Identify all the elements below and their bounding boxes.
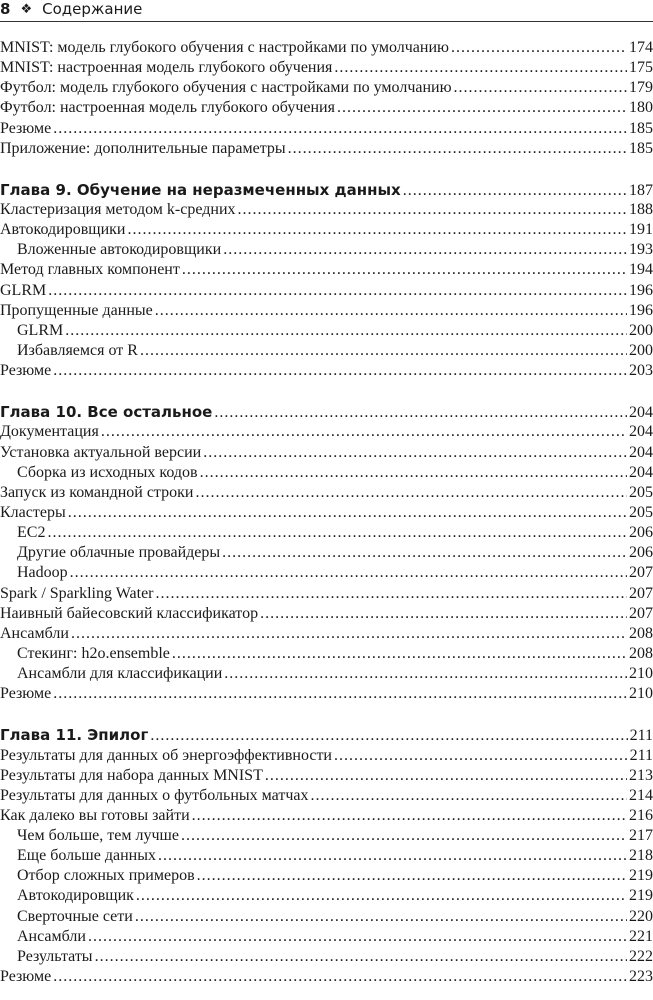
entry-title: Результаты для данных о футбольных матчах (0, 786, 309, 804)
dot-leader (334, 746, 628, 766)
header-divider (0, 21, 653, 22)
entry-title: Кластеризация методом k-средних (0, 200, 236, 218)
entry-title: Другие облачные провайдеры (17, 544, 221, 562)
entry-title: Глава 11. Эпилог (0, 726, 149, 745)
toc-section-entry[interactable] (0, 483, 653, 503)
entry-title: Избавляемся от R (17, 341, 138, 359)
entry-page-number: 204 (629, 463, 653, 481)
entry-page-number: 175 (629, 59, 653, 77)
toc-section-entry[interactable] (0, 139, 653, 159)
toc-subsection-entry[interactable] (0, 341, 653, 361)
entry-title: Результаты для данных об энергоэффективности (0, 746, 332, 764)
toc-subsection-entry[interactable] (0, 826, 653, 846)
dot-leader (88, 927, 627, 947)
toc-section-entry[interactable] (0, 98, 653, 118)
entry-page-number: 211 (629, 746, 653, 764)
entry-page-number: 210 (629, 685, 653, 703)
entry-title: Приложение: дополнительные параметры (0, 139, 286, 157)
entry-page-number: 221 (629, 927, 653, 945)
dot-leader (71, 624, 627, 644)
entry-title: Результаты для набора данных MNIST (0, 766, 263, 784)
entry-page-number: 196 (629, 281, 653, 299)
entry-title: Метод главных компонент (0, 261, 180, 279)
entry-title: Футбол: модель глубокого обучения с настройками по умолчанию (0, 79, 452, 97)
dot-leader (265, 766, 627, 786)
entry-title: Резюме (0, 119, 52, 137)
entry-page-number: 204 (629, 404, 653, 422)
dot-leader (135, 907, 627, 927)
dot-leader (53, 361, 627, 381)
toc-subsection-entry[interactable] (0, 523, 653, 543)
entry-page-number: 203 (629, 362, 653, 380)
entry-page-number: 204 (629, 423, 653, 441)
entry-page-number: 200 (629, 321, 653, 339)
toc-section-entry[interactable] (0, 422, 653, 442)
entry-title: Вложенные автокодировщики (17, 241, 222, 259)
entry-title: Ансамбли (17, 927, 86, 945)
entry-title: Резюме (0, 968, 52, 986)
dot-leader (222, 543, 627, 563)
toc-subsection-entry[interactable] (0, 866, 653, 886)
entry-page-number: 193 (629, 241, 653, 259)
ornament-icon: ❖ (20, 1, 33, 17)
toc-section-entry[interactable] (0, 38, 653, 58)
entry-title: Кластеры (0, 503, 66, 521)
dot-leader (182, 260, 627, 280)
toc-section-entry[interactable] (0, 584, 653, 604)
entry-title: Резюме (0, 362, 52, 380)
dot-leader (403, 181, 627, 201)
dot-leader (53, 967, 627, 987)
dot-leader (310, 786, 627, 806)
entry-page-number: 196 (629, 301, 653, 319)
toc-section-entry[interactable] (0, 786, 653, 806)
dot-leader (65, 321, 627, 341)
entry-page-number: 205 (629, 483, 653, 501)
entry-page-number: 174 (629, 39, 653, 56)
toc-subsection-entry[interactable] (0, 543, 653, 563)
dot-leader (95, 947, 627, 967)
dot-leader (223, 240, 627, 260)
toc-section-entry[interactable] (0, 443, 653, 463)
dot-leader (288, 139, 627, 159)
section-gap (0, 704, 653, 725)
entry-page-number: 219 (629, 887, 653, 905)
toc-section-entry[interactable] (0, 361, 653, 381)
entry-title: Глава 10. Все остальное (0, 403, 213, 422)
entry-page-number: 194 (629, 261, 653, 279)
dot-leader (156, 584, 628, 604)
entry-page-number: 179 (629, 79, 653, 97)
toc-subsection-entry[interactable] (0, 907, 653, 927)
entry-page-number: 218 (629, 847, 653, 865)
entry-page-number: 217 (629, 827, 653, 845)
entry-page-number: 188 (629, 200, 653, 218)
dot-leader (192, 806, 627, 826)
header-title: Содержание (42, 0, 143, 18)
entry-title: Hadoop (17, 564, 68, 582)
toc-section-entry[interactable] (0, 220, 653, 240)
toc-section-entry[interactable] (0, 200, 653, 220)
section-gap (0, 159, 653, 180)
entry-title: Автокодировщик (17, 887, 134, 905)
entry-page-number: 214 (629, 786, 653, 804)
entry-title: Ансамбли для классификации (17, 665, 223, 683)
toc-chapter-entry[interactable] (0, 725, 653, 745)
entry-title: MNIST: настроенная модель глубокого обучения (0, 59, 333, 77)
entry-title: Наивный байесовский классификатор (0, 604, 259, 622)
section-gap (0, 381, 653, 402)
entry-title: EC2 (17, 524, 46, 542)
entry-page-number: 210 (629, 665, 653, 683)
dot-leader (155, 301, 627, 321)
entry-page-number: 200 (629, 341, 653, 359)
dot-leader (203, 443, 627, 463)
toc-section-entry[interactable] (0, 806, 653, 826)
entry-page-number: 222 (629, 947, 653, 965)
entry-title: Пропущенные данные (0, 301, 153, 319)
entry-page-number: 211 (629, 727, 653, 745)
toc-subsection-entry[interactable] (0, 321, 653, 341)
entry-title: Сверточные сети (17, 907, 133, 925)
dot-leader (68, 503, 627, 523)
toc-section-entry[interactable] (0, 301, 653, 321)
entry-page-number: 191 (629, 221, 653, 239)
toc-section-entry[interactable] (0, 260, 653, 280)
toc-subsection-entry[interactable] (0, 644, 653, 664)
dot-leader (70, 563, 627, 583)
entry-title: Spark / Sparkling Water (0, 584, 154, 602)
toc-section-entry[interactable] (0, 58, 653, 78)
toc-chapter-entry[interactable] (0, 402, 653, 422)
toc-section-entry[interactable] (0, 746, 653, 766)
dot-leader (214, 403, 627, 423)
toc-section-entry[interactable] (0, 78, 653, 98)
toc-section-entry[interactable] (0, 119, 653, 139)
dot-leader (101, 422, 627, 442)
dot-leader (337, 98, 627, 118)
dot-leader (260, 604, 627, 624)
toc-section-entry[interactable] (0, 604, 653, 624)
entry-title: Чем больше, тем лучше (17, 827, 179, 845)
toc-chapter-entry[interactable] (0, 180, 653, 200)
toc-subsection-entry[interactable] (0, 886, 653, 906)
toc-section-entry[interactable] (0, 624, 653, 644)
entry-title: Ансамбли (0, 624, 69, 642)
dot-leader (48, 281, 627, 301)
dot-leader (150, 726, 627, 746)
dot-leader (197, 866, 627, 886)
entry-title: Глава 9. Обучение на неразмеченных данных (0, 180, 401, 199)
dot-leader (172, 644, 627, 664)
entry-page-number: 219 (629, 867, 653, 885)
entry-page-number: 223 (629, 968, 653, 986)
dot-leader (451, 38, 627, 58)
dot-leader (224, 664, 627, 684)
dot-leader (238, 200, 627, 220)
entry-page-number: 216 (629, 806, 653, 824)
entry-page-number: 207 (629, 564, 653, 582)
dot-leader (334, 58, 627, 78)
toc-section-entry[interactable] (0, 503, 653, 523)
entry-title: Результаты (17, 947, 93, 965)
entry-page-number: 220 (629, 907, 653, 925)
entry-page-number: 208 (629, 624, 653, 642)
toc-subsection-entry[interactable] (0, 927, 653, 947)
entry-title: GLRM (17, 321, 64, 339)
entry-title: Еще больше данных (17, 847, 156, 865)
dot-leader (127, 220, 627, 240)
entry-page-number: 185 (629, 139, 653, 157)
entry-title: Резюме (0, 685, 52, 703)
entry-title: GLRM (0, 281, 47, 299)
dot-leader (53, 119, 627, 139)
entry-title: Отбор сложных примеров (17, 867, 195, 885)
entry-page-number: 185 (629, 119, 653, 137)
entry-page-number: 205 (629, 503, 653, 521)
page-number: 8 (0, 0, 11, 18)
entry-title: Автокодировщики (0, 221, 126, 239)
toc-section-entry[interactable] (0, 766, 653, 786)
entry-title: Как далеко вы готовы зайти (0, 806, 190, 824)
entry-title: MNIST: модель глубокого обучения с настройками по умолчанию (0, 39, 449, 56)
entry-title: Документация (0, 423, 99, 441)
dot-leader (47, 523, 627, 543)
entry-page-number: 206 (629, 524, 653, 542)
toc-subsection-entry[interactable] (0, 240, 653, 260)
dot-leader (158, 846, 627, 866)
toc-subsection-entry[interactable] (0, 664, 653, 684)
entry-page-number: 207 (629, 604, 653, 622)
toc-section-entry[interactable] (0, 967, 653, 987)
entry-title: Сборка из исходных кодов (17, 463, 198, 481)
entry-page-number: 204 (629, 443, 653, 461)
entry-page-number: 208 (629, 644, 653, 662)
toc-subsection-entry[interactable] (0, 846, 653, 866)
dot-leader (136, 886, 627, 906)
toc-section-entry[interactable] (0, 281, 653, 301)
running-header (0, 0, 653, 18)
entry-page-number: 180 (629, 99, 653, 117)
entry-page-number: 206 (629, 544, 653, 562)
dot-leader (140, 341, 627, 361)
table-of-contents (0, 38, 653, 987)
entry-title: Футбол: настроенная модель глубокого обучения (0, 99, 335, 117)
toc-subsection-entry[interactable] (0, 563, 653, 583)
dot-leader (454, 78, 627, 98)
entry-title: Установка актуальной версии (0, 443, 202, 461)
dot-leader (181, 826, 627, 846)
toc-subsection-entry[interactable] (0, 947, 653, 967)
entry-title: Запуск из командной строки (0, 483, 194, 501)
entry-page-number: 213 (629, 766, 653, 784)
dot-leader (200, 463, 627, 483)
dot-leader (53, 684, 627, 704)
toc-section-entry[interactable] (0, 684, 653, 704)
toc-subsection-entry[interactable] (0, 463, 653, 483)
entry-title: Стекинг: h2o.ensemble (17, 644, 170, 662)
dot-leader (195, 483, 627, 503)
entry-page-number: 207 (629, 584, 653, 602)
entry-page-number: 187 (629, 181, 653, 199)
